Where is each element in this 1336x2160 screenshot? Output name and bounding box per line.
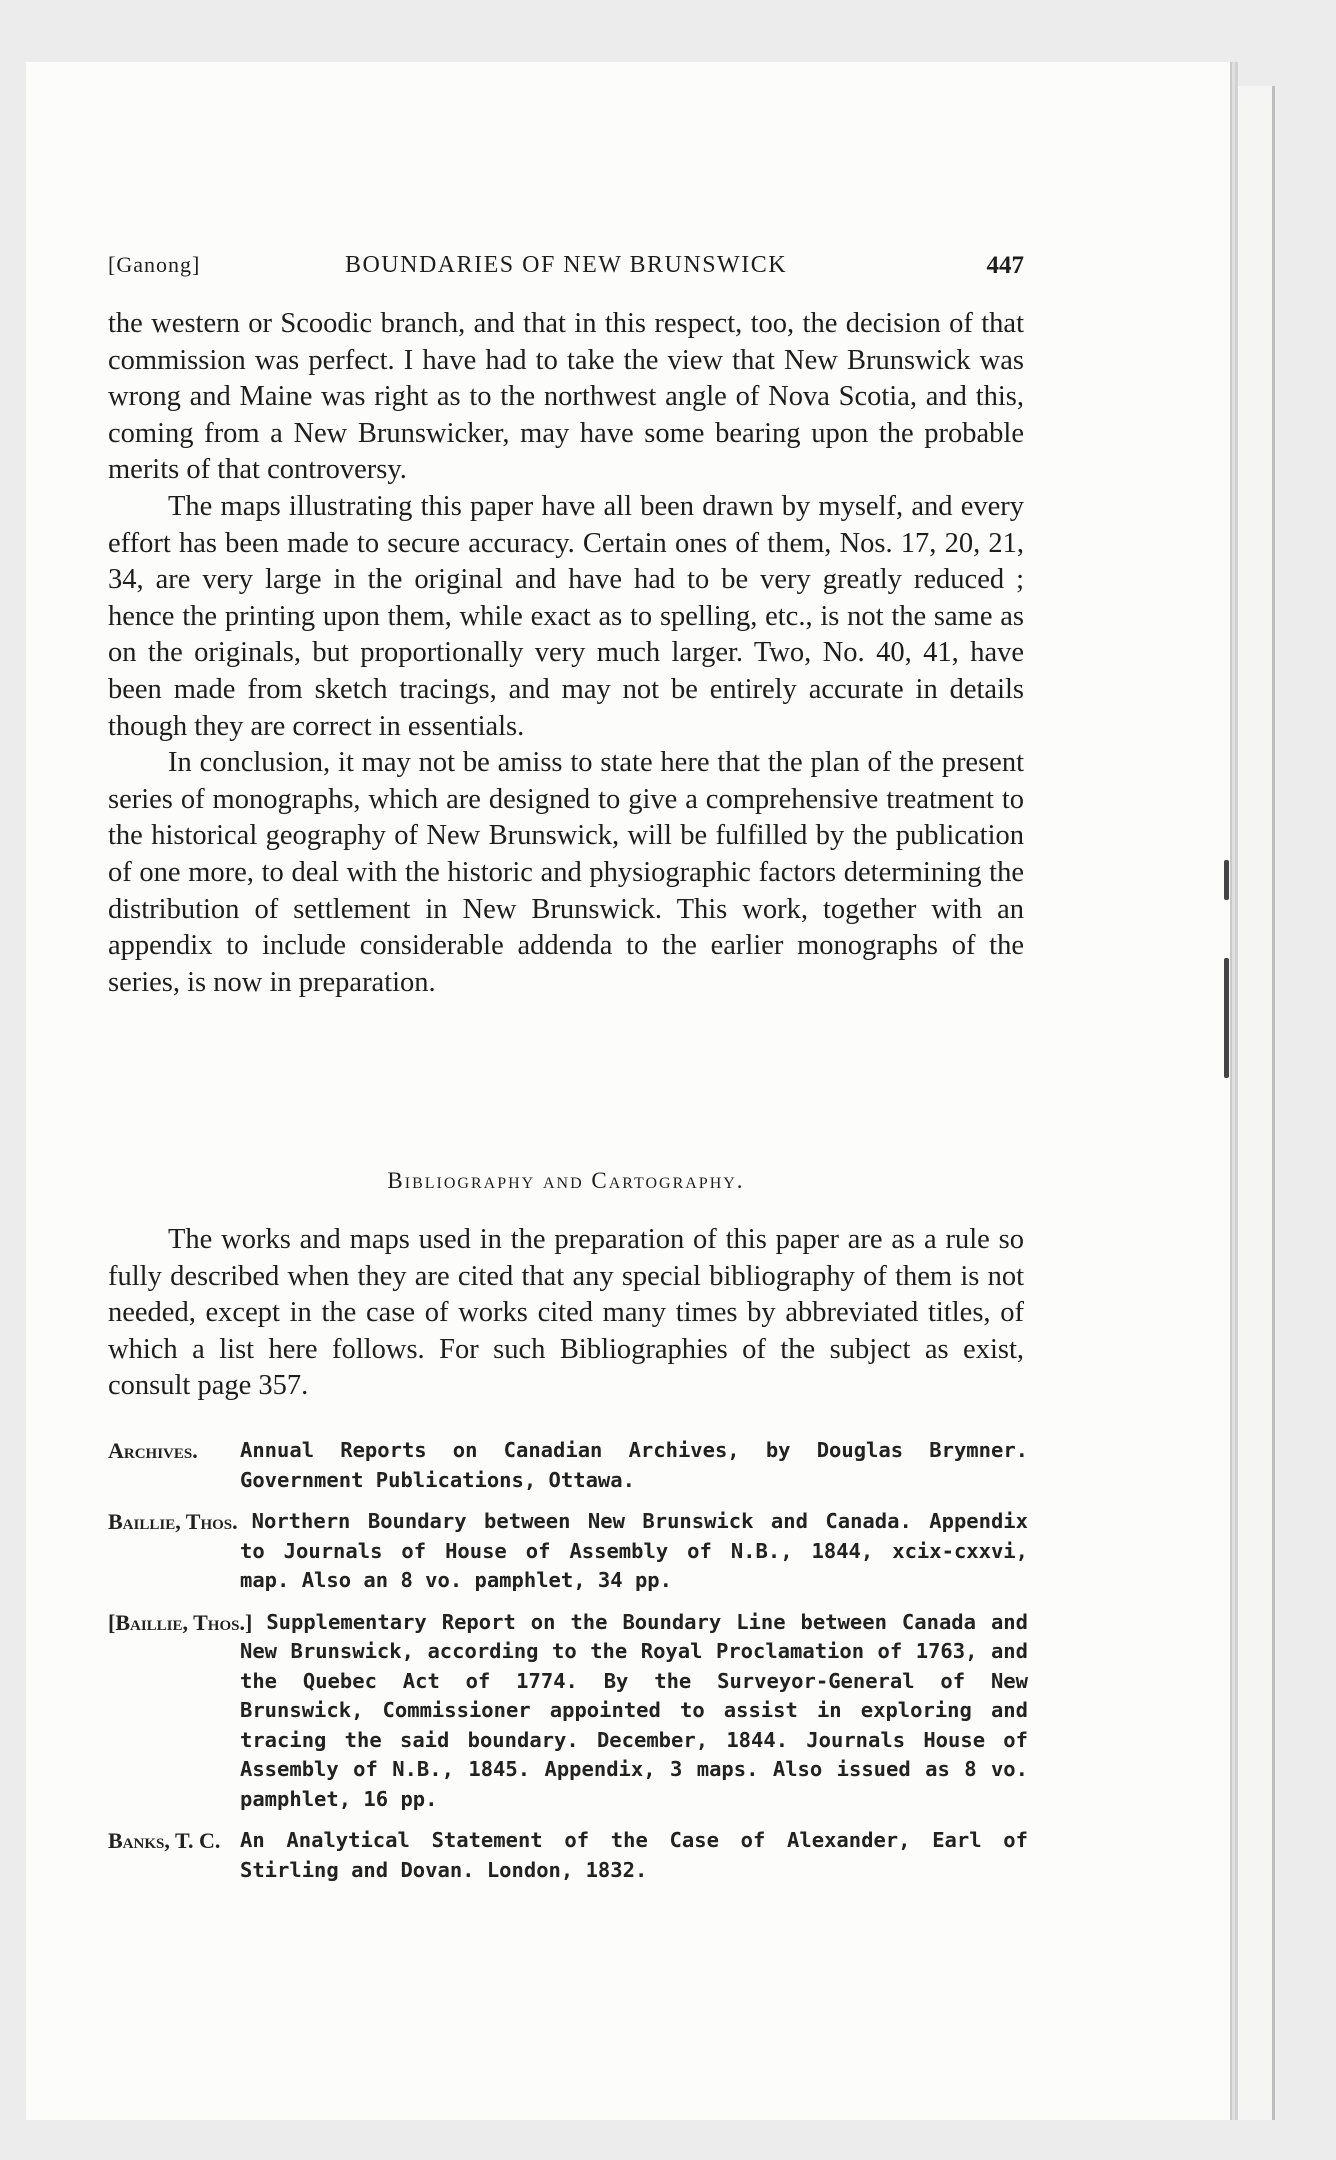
bibliography-entry [108, 1608, 1028, 1815]
entry-text: An Analytical Statement of the Case of Alexander, Earl of Stirling and Dovan. London, 1832. [240, 1828, 1028, 1882]
entry-text: Northern Boundary between New Brunswick and Canada. Appendix to Journals of House of Assembly of N.B., 1844, xcix-cxxvi, map. Also an 8 vo. pamphlet, 34 pp. [240, 1509, 1028, 1592]
bibliography-entry [108, 1436, 1028, 1495]
entry-head: Baillie, Thos. [108, 1509, 238, 1534]
page-edge-mark [1224, 860, 1229, 900]
entry-text: Supplementary Report on the Boundary Line between Canada and New Brunswick, according to the Royal Proclamation of 1763, and the Quebec Act of 1774. By the Surveyor-General of New Brunswick, Commissioner appointed to assist in exploring and tracing the said boundary. December, 1844. Journals House of Assembly of N.B., 1845. Appendix, 3 maps. Also issued as 8 vo. pamphlet, 16 pp. [240, 1609, 1028, 1811]
entry-text: Annual Reports on Canadian Archives, by Douglas Brymner. Government Publications, Ottawa. [240, 1438, 1028, 1492]
running-header [108, 252, 1024, 288]
header-author: [Ganong] [108, 252, 201, 277]
back-page-edge [1232, 86, 1275, 2120]
paragraph: The maps illustrating this paper have all been drawn by myself, and every effort has been made to secure accuracy. Certain ones of them, Nos. 17, 20, 21, 34, are very large in the original and have had to be very greatly reduced ; hence the printing upon them, while exact as to spelling, etc., is not the same as on the originals, but proportionally very much larger. Two, No. 40, 41, have been made from sketch tracings, and may not be entirely accurate in details though they are correct in essentials. [108, 490, 1024, 742]
entry-head: [Baillie, Thos.] [108, 1609, 253, 1635]
entry-head: Banks, T. C. [108, 1828, 221, 1853]
bibliography-entry [108, 1826, 1028, 1885]
bibliography-entry [108, 1507, 1028, 1596]
page-number: 447 [986, 252, 1024, 279]
paragraph: the western or Scoodic branch, and that in this respect, too, the decision of that commission was perfect. I have had to take the view that New Brunswick was wrong and Maine was right as to the northwest angle of Nova Scotia, and this, coming from a New Brunswicker, may have some bearing upon the probable merits of that controversy. [108, 308, 1024, 486]
header-title: BOUNDARIES OF NEW BRUNSWICK [344, 252, 788, 278]
entry-head: Archives. [108, 1438, 198, 1463]
section-intro [108, 1222, 1024, 1405]
body-text [108, 306, 1024, 1001]
page-edge-mark [1224, 958, 1229, 1078]
paragraph: The works and maps used in the preparation of this paper are as a rule so fully described when they are cited that any special bibliography of them is not needed, except in the case of works cited many times by abbreviated titles, of which a list here follows. For such Bibliographies of the subject as exist, consult page 357. [108, 1224, 1024, 1402]
bibliography-list [108, 1436, 1028, 1897]
section-heading: Bibliography and Cartography. [387, 1168, 745, 1193]
paragraph: In conclusion, it may not be amiss to state here that the plan of the present series of monographs, which are designed to give a comprehensive treatment to the historical geography of New Brunswick, will be fulfilled by the publication of one more, to deal with the historic and physiographic factors determining the distribution of settlement in New Brunswick. This work, together with an appendix to include considerable addenda to the earlier monographs of the series, is now in preparation. [108, 747, 1024, 998]
